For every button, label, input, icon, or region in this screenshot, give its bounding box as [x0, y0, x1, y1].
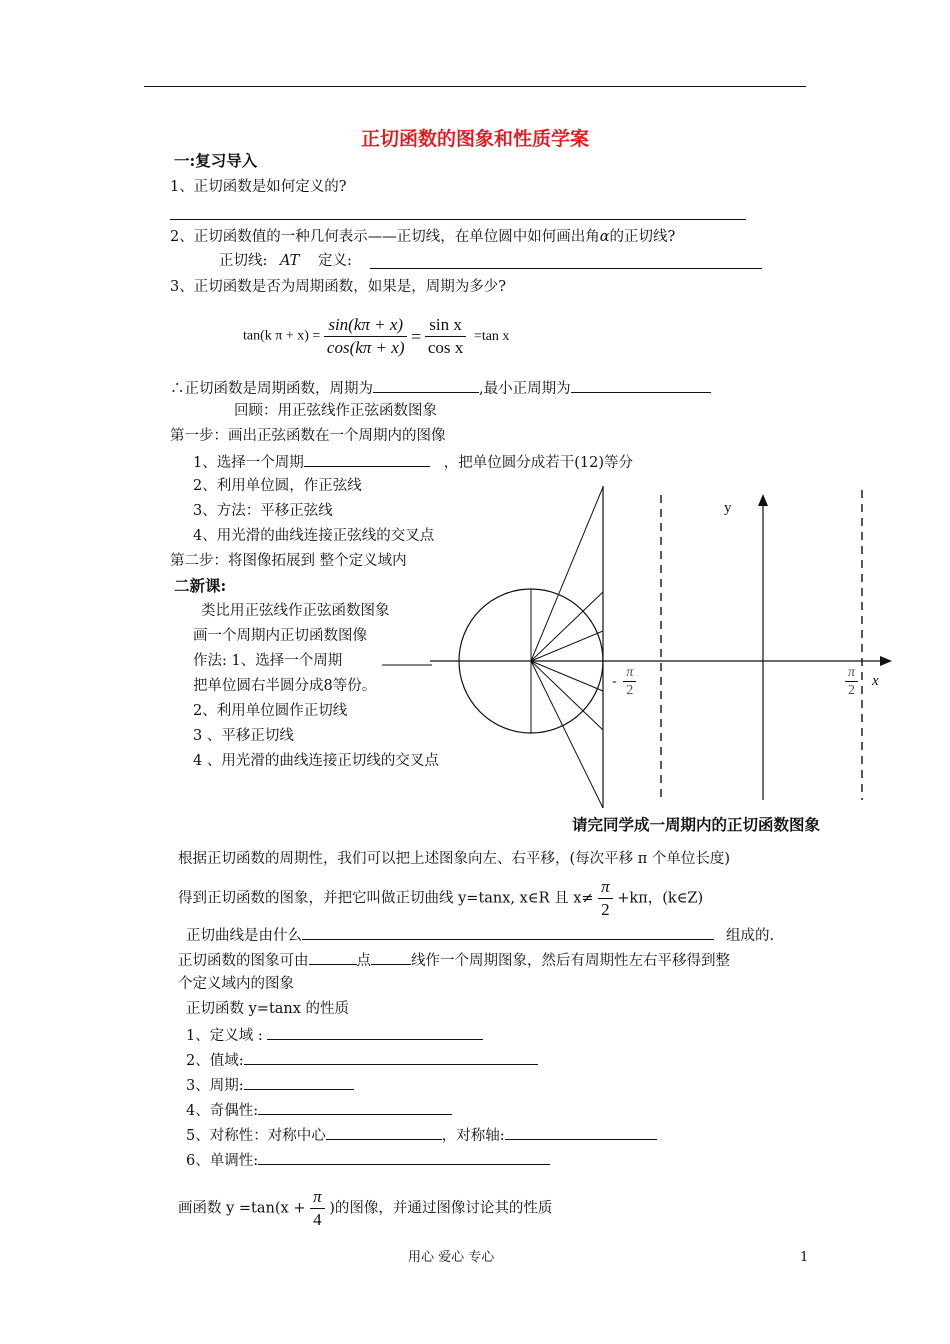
paragraph-curve-composition: 正切曲线是由什么 组成的.	[186, 925, 774, 945]
review-note: 回顾：用正弦线作正弦函数图象	[234, 403, 437, 419]
new-line-2: 画一个周期内正切函数图像	[193, 628, 367, 644]
page-footer: 用心 爱心 专心	[408, 1250, 495, 1265]
blank-composition	[302, 925, 714, 940]
question-1: 1、正切函数是如何定义的?	[170, 179, 347, 195]
half-pi-label: $\frac{\pi}{2}$	[845, 664, 858, 699]
new-line-4: 把单位圆右半圆分成8等份。	[193, 678, 377, 694]
y-axis-label: y	[724, 500, 732, 516]
pi-over-two-fraction: $\frac{\pi}{2}$	[598, 876, 613, 921]
x-axis-arrow	[880, 656, 892, 666]
blank-range	[244, 1050, 538, 1065]
tangent-rays	[531, 487, 603, 808]
step-1-2: 2、利用单位圆，作正弦线	[193, 478, 362, 494]
blank-symmetry-axis	[505, 1125, 657, 1140]
tangent-line-row: 正切线: AT 定义:	[219, 253, 352, 269]
new-line-7: 4 、用光滑的曲线连接正切线的交叉点	[193, 753, 439, 769]
blank-lines	[371, 950, 411, 965]
property-monotonicity: 6、单调性:	[186, 1150, 550, 1170]
paragraph-periodic-shift: 根据正切函数的周期性，我们可以把上述图象向左、右平移，(每次平移 π 个单位长度)	[178, 851, 731, 867]
question-3: 3、正切函数是否为周期函数，如果是，周期为多少?	[170, 279, 506, 295]
figure-caption: 请完同学成一周期内的正切函数图象	[572, 815, 821, 834]
blank-monotonicity	[258, 1150, 550, 1165]
new-line-6: 3 、平移正切线	[193, 728, 294, 744]
step-2: 第二步：将图像拓展到 整个定义域内	[170, 553, 407, 569]
pi-over-four-fraction: $\frac{\pi}{4}$	[310, 1186, 325, 1231]
property-domain: 1、定义域 :	[186, 1025, 483, 1045]
page-title: 正切函数的图象和性质学案	[360, 128, 589, 150]
paragraph-tangent-curve: 得到正切函数的图象，并把它叫做正切曲线 y=tanx, x∈R 且 x≠ $\frac{\pi}{2}$ +kπ，(k∈Z)	[178, 877, 704, 919]
x-axis-label: x	[872, 673, 879, 689]
blank-symmetry-center	[326, 1125, 442, 1140]
formula-fraction-2: $\frac{\text{sin x}}{\text{cos x}}$	[425, 314, 466, 359]
y-axis-arrow	[758, 494, 768, 506]
formula-fraction-1: $\frac{\sin(k\pi + x)}{\cos(k\pi + x)}$	[324, 314, 408, 359]
new-line-3: 作法: 1、选择一个周期	[193, 653, 343, 669]
blank-parity	[258, 1100, 452, 1115]
periodicity-formula: tan(k π + x) = $\frac{\sin(k\pi + x)}{\cos(k\pi + x)}$ = $\frac{\text{sin x}}{\text{cos x}}$ =tan x	[243, 315, 510, 357]
property-parity: 4、奇偶性:	[186, 1100, 452, 1120]
blank-points	[309, 950, 357, 965]
final-exercise: 画函数 y =tan(x + $\frac{\pi}{4}$ )的图像，并通过图像讨论其的性质	[178, 1187, 553, 1229]
property-symmetry: 5、对称性：对称中心 ，对称轴:	[186, 1125, 657, 1145]
step-1-4: 4、用光滑的曲线连接正弦线的交叉点	[193, 528, 435, 544]
neg-half-pi-label: - $\frac{\pi}{2}$	[612, 664, 636, 699]
section-heading-new: 二新课:	[174, 576, 227, 595]
paragraph-graph-method-cont: 个定义域内的图象	[178, 976, 294, 992]
paragraph-graph-method: 正切函数的图象可由 点 线作一个周期图象，然后有周期性左右平移得到整	[178, 950, 730, 970]
property-range: 2、值域:	[186, 1050, 538, 1070]
page-number: 1	[800, 1250, 809, 1265]
period-conclusion: ∴正切函数是周期函数，周期为 ,最小正周期为	[170, 378, 711, 398]
step-1-1: 1、选择一个周期 ，把单位圆分成若干(12)等分	[193, 452, 633, 472]
blank-domain	[267, 1025, 483, 1040]
new-line-5: 2、利用单位圆作正切线	[193, 703, 348, 719]
blank-period-prop	[244, 1075, 354, 1090]
property-period: 3、周期:	[186, 1075, 354, 1095]
step-1-3: 3、方法：平移正弦线	[193, 503, 333, 519]
question-2: 2、正切函数值的一种几何表示——正切线，在单位圆中如何画出角α的正切线?	[170, 229, 676, 245]
new-line-1: 类比用正弦线作正弦函数图象	[201, 603, 390, 619]
step-1: 第一步：画出正弦函数在一个周期内的图像	[170, 428, 446, 444]
section-heading-review: 一:复习导入	[174, 151, 258, 170]
properties-heading: 正切函数 y=tanx 的性质	[186, 1001, 350, 1017]
